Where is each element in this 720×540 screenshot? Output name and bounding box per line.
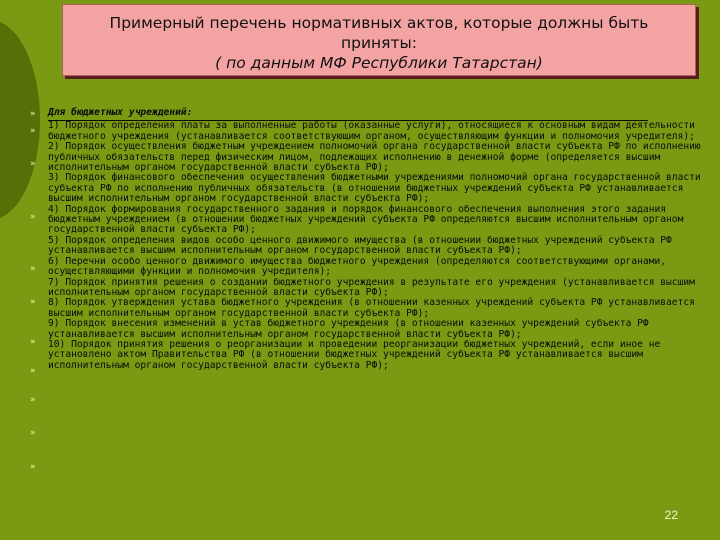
bullet-icon: » (30, 109, 36, 119)
list-item: 10) Порядок принятия решения о реорганизации и проведении реорганизации бюджетных учреждений, если иное не установлено актом Правительства РФ (в отношении бюджетных учреждений субъекта РФ устанавливается высшим исполнительным органом государственной власти субъекта РФ); (48, 338, 661, 371)
slide-subtitle: ( по данным МФ Республики Татарстан) (215, 54, 543, 72)
bullet-icon: » (30, 395, 36, 405)
bullet-icon: » (30, 212, 36, 222)
bullet-icon: » (30, 264, 36, 274)
list-item: 3) Порядок финансового обеспечения осуществления бюджетными учреждениями полномочий органа государственной власти субъекта РФ по исполнению публичных обязательств (в отношении бюджетных учреждений субъекта РФ устанавливается высшим исполнительным органом государственной власти субъекта РФ); (48, 172, 701, 205)
page-number: 22 (664, 508, 678, 522)
list-item: 8) Порядок утверждения устава бюджетного учреждения (в отношении казенных учреждений субъекта РФ устанавливается высшим исполнительным органом государственной власти субъекта РФ); (48, 297, 695, 319)
slide-title-line-1: Примерный перечень нормативных актов, которые должны быть (109, 14, 649, 32)
bullet-icon: » (30, 297, 36, 307)
bullet-icon: » (30, 462, 36, 472)
list-item: 7) Порядок принятия решения о создании бюджетного учреждения в результате его учреждения (устанавливается высшим исполнительным органом государственной власти субъекта РФ); (48, 276, 695, 298)
bullet-icon: » (30, 337, 36, 347)
bullet-icon: » (30, 159, 36, 169)
section-heading: Для бюджетных учреждений: (48, 107, 193, 118)
list-item: 5) Порядок определения видов особо ценного движимого имущества (в отношении бюджетных учреждений субъекта РФ устанавливается высшим исполнительным органом государственной власти субъекта РФ); (48, 234, 672, 257)
bullet-icon: » (30, 428, 36, 438)
bullet-icon: » (30, 366, 36, 376)
list-item: 1) Порядок определения платы за выполненные работы (оказанные услуги), относящиеся к основным видам деятельности бюджетного учреждения (устанавливается соответствующим органом, осуществляющим функции и полномочия учредителя); (48, 120, 695, 142)
slide-title-line-2: приняты: (341, 34, 417, 52)
list-item: 9) Порядок внесения изменений в устав бюджетного учреждения (в отношении казенных учреждений субъекта РФ устанавливается высшим исполнительным органом государственной власти субъекта РФ); (48, 318, 649, 340)
list-item: 4) Порядок формирования государственного задания и порядок финансового обеспечения выполнения этого задания бюджетным учреждением (в отношении бюджетных учреждений субъекта РФ определяются высшим исполнительным органом государственной власти субъекта РФ); (48, 203, 684, 236)
list-item: 6) Перечни особо ценного движимого имущества бюджетного учреждения (определяются соответствующими органами, осуществляющими функции и полномочия учредителя); (48, 255, 667, 278)
slide-title-box (62, 4, 696, 76)
list-item: 2) Порядок осуществления бюджетным учреждением полномочий органа государственной власти субъекта РФ по исполнению публичных обязательств перед физическим лицом, подлежащих исполнению в денежной форме (определяется высшим исполнительным органом государственной власти субъекта РФ); (48, 141, 701, 174)
bullet-icon: » (30, 126, 36, 136)
decorative-circle (0, 20, 40, 220)
section-content (48, 108, 702, 371)
